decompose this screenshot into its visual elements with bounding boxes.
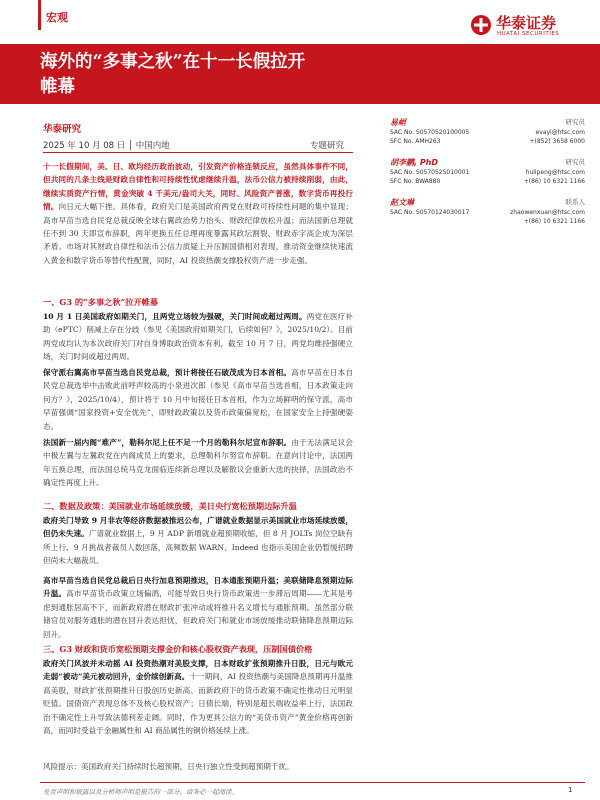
- section-1-p2-text: 高市早苗在日本自民党总裁选举中击败此前呼声较高的小泉进次郎（参见《高市早苗当选首相，日本政策走向何方？》，2025/10/4），预计将于 10 月中旬接任日本首相，作为立场鲜明的保守派，高市早苗强调“国家投资+安全优先”，即财政政策以及货币政策偏宽松，在国家安全上持强硬姿态。: [43, 368, 353, 431]
- section-2-paragraph-1: [43, 514, 353, 568]
- section-2-p1-lead: 政府关门导致 9 月非农等经济数据被推迟公布，广谱就业数据显示美国就业市场延续放缓，但仍未失速。: [43, 516, 353, 539]
- research-org: 华泰研究: [43, 124, 82, 135]
- section-1-p1-text: 两党在医疗补助（ePTC）削减上存在分歧（参见《美国政府如期关门，后续如何？》，2025/10/2）。目前两党或均认为本次政府关门对自身博取政治资本有利，截至 10 月 7 日，两党均维持强硬立场，关门时间或超过两周。: [43, 312, 354, 362]
- analyst-role: 研究员: [565, 118, 585, 126]
- section-2-p2-text: 高市早苗货币政策立场偏鸽，可能导致日央行货币政策进一步滞后周期——尤其是考虑到通胀居高不下，而新政府潜在财政扩张冲动或将推升名义增长与通胀预期。虽然部分联储官员对服务通胀的潜在回升表达担忧，但政府关门和就业市场放缓推动联储降息预期边际回升。: [43, 589, 354, 639]
- section-1-p1-lead: 10 月 1 日美国政府如期关门，且两党立场较为强硬，关门时间或超过两周。: [43, 312, 307, 321]
- summary-paragraph: [43, 160, 353, 267]
- analyst-email[interactable]: zhaowenxuan@htsc.com: [510, 209, 585, 216]
- report-title: [40, 50, 420, 100]
- section-2-p2-lead: 高市早苗当选自民党总裁后日央行加息预期推迟，日本通胀预期升温；美联储降息预期边际升温。: [43, 576, 353, 599]
- section-1-paragraph-1: [43, 310, 353, 364]
- analyst-phone: +(86) 10 6321 1166: [523, 178, 585, 185]
- analyst-phone: +(86) 10 6321 1166: [523, 218, 585, 225]
- analyst-card: [390, 117, 585, 157]
- report-type: 专题研究: [310, 141, 345, 151]
- section-2-heading: 二、数据及政策：美国就业市场延续放缓，美日央行宽松预期边际升温: [43, 501, 297, 511]
- page-number: 1: [568, 786, 573, 794]
- analyst-role: 联系人: [565, 198, 585, 206]
- summary-highlight: 十一长假期间，美、日、欧均经历政治波动，引发资产价格连锁反应，虽然具体事件不同，但共同的几条主线是财政自律性和可持续性忧虑继续升温，法币公信力被持续削弱，由此，继续实质资产行情，黄金突破 4 千美元/盎司大关，同时、风险资产普涨，数字货币再投行情。: [43, 162, 353, 212]
- section-3-p1-lead: 政府关门风波并未动摇 AI 投资热潮对美股支撑，日本财政扩张预期推升日股，日元与欧元走弱“被动”美元被动回升，金价续创新高。: [43, 659, 353, 682]
- analyst-email[interactable]: evayi@htsc.com: [535, 129, 585, 136]
- analyst-name: 易峘: [390, 118, 406, 127]
- analyst-sac: SAC No. S0570525010001: [390, 169, 470, 176]
- section-3-p1-text: 十一期间，AI 投资热潮与美国降息预期再升温推高美股，财政扩张预期推升日股创历史新高、而新政府下的货币政策不确定性推动日元明显贬值。国债资产表现总体不及核心股权资产；日债长端，特别是超长端收益率上行，法国政治不确定性上升导致法德利差走阔。同时，作为更具公信力的“美货币资产”黄金价格再创新高，而同时受益于金融属性和 AI 商品属性的铜价格延续上涨。: [43, 672, 353, 736]
- section-1-heading: 一、G3 的“多事之秋”拉开帷幕: [43, 297, 159, 307]
- section-2-paragraph-2: [43, 574, 353, 641]
- analyst-sac: SAC No. S0570124030017: [390, 209, 470, 216]
- section-1-paragraph-2: [43, 366, 353, 433]
- logo-text-en: HUATAI SECURITIES: [497, 31, 560, 37]
- section-3-heading: 三、G3 财政和货币宽松预期支撑金价和核心股权资产表现，压制国债价格: [43, 644, 313, 654]
- analyst-phone: +(852) 3658 6000: [529, 138, 585, 145]
- section-1-p3-lead: 法国新一届内阁“难产”，勒科尔尼上任不足一个月的勒科尔尼宣布辞职。: [43, 438, 292, 447]
- logo-text-cn: 华泰证券: [496, 14, 557, 32]
- analyst-sfc: SFC No. BWA880: [390, 178, 441, 185]
- meta-divider: [43, 152, 353, 153]
- analyst-role: 研究员: [565, 158, 585, 166]
- section-2-p1-text: 广谱就业数据上，9 月 ADP 新增就业超预期收缩，但 8 月 JOLTs 岗位空缺有所上行、9 月挑战者裁员人数回落，高频数据 WARN、Indeed 也指示美国企业仍暂缓招聘但尚未大幅裁员。: [43, 529, 354, 566]
- section-3-paragraph-1: [43, 657, 353, 737]
- report-date: 2025 年 10 月 08 日 │ 中国内地: [43, 141, 170, 151]
- section-tag: 宏观: [46, 11, 68, 24]
- header-accent-line: [38, 0, 41, 30]
- analyst-email[interactable]: hulipeng@htsc.com: [525, 169, 585, 176]
- analyst-card: [390, 157, 585, 197]
- report-title-line-2: 帷幕: [40, 77, 75, 97]
- analyst-sac: SAC No. S0570520100005: [390, 129, 470, 136]
- section-1-p3-text: 由于无法满足议会中极左翼与左翼政党在内阁成员上的要求，总理勒科尔努宣布辞职。在意向讨论中，法国两年五换总理，而法国总统马克龙面临连续新总理以及解散议会重新大选的抉择，法国政治不确定性再度上升。: [43, 438, 354, 488]
- disclaimer-note: 免责声明和披露以及分析师声明是报告的一部分，请务必一起阅读。: [43, 788, 238, 796]
- company-logo: [470, 12, 580, 42]
- logo-mark-icon: [470, 14, 492, 36]
- analyst-card: [390, 197, 585, 237]
- footer-divider: [40, 782, 585, 783]
- summary-text: 向日元大幅下挫。具体看，政府关门是美国政府两党在财政可持续性问题的集中显现；高市早苗当选自民党总裁反映全球右翼政治势力抬头、财政纪律放松升温；而法国新总理就任不到 30 天即宣布辞职，两年更换五任总理再度暴露其政坛割裂、财政赤字高企成为深层矛盾。市场对其财政自律性和法币公信力质疑上升压制国债相对表现，推动资金继续快速流入黄金和数字货币等替代性配置，同时，AI 投资热潮支撑股权资产进一步走强。: [43, 202, 354, 265]
- section-1-paragraph-3: [43, 436, 353, 490]
- analyst-name: 赵文琳: [390, 198, 414, 207]
- risk-warning: 风险提示：美国政府关门持续时长超预期，日央行独立性受到超预期干扰。: [43, 762, 294, 771]
- analyst-sfc: SFC No. AMH263: [390, 138, 441, 145]
- report-title-line-1: 海外的“多事之秋”在十一长假拉开: [40, 52, 306, 72]
- analyst-name: 胡李鹏, PhD: [390, 158, 439, 167]
- section-1-p2-lead: 保守派右翼高市早苗当选自民党总裁，预计将接任石破茂成为日本首相。: [43, 368, 292, 377]
